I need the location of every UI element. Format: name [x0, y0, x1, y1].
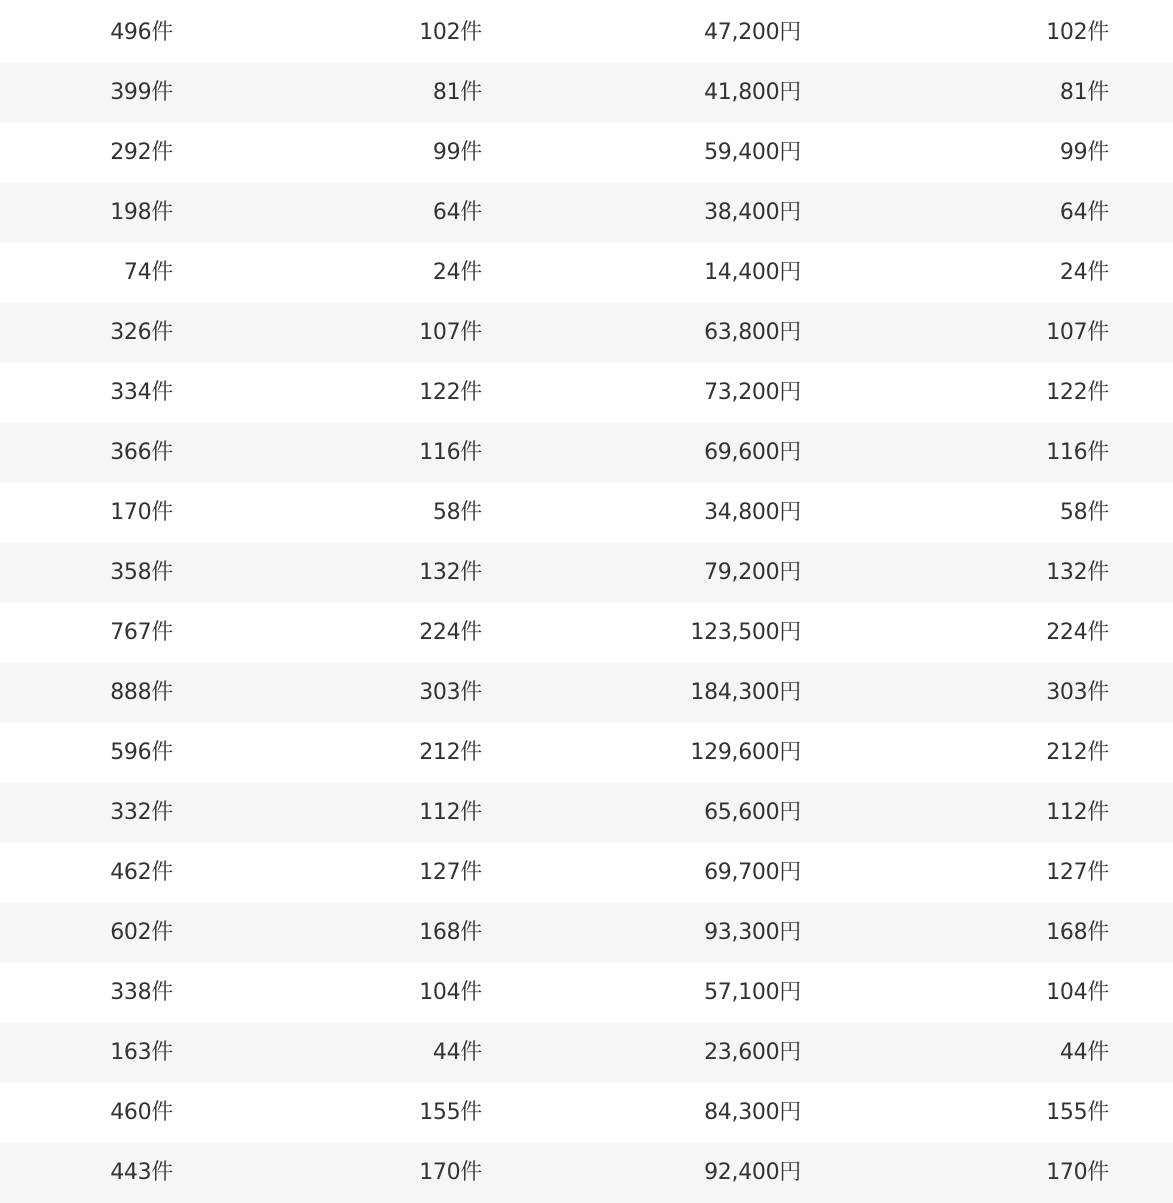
count-cell: 102件: [419, 20, 482, 45]
count-cell: 332件: [110, 800, 173, 825]
table-row: [0, 663, 1173, 723]
table-row: [0, 903, 1173, 963]
table-row: [0, 3, 1173, 63]
count-cell: 443件: [110, 1160, 173, 1185]
table-row: [0, 1143, 1173, 1203]
count-cell: 358件: [110, 560, 173, 585]
table-row: [0, 183, 1173, 243]
table-row: [0, 783, 1173, 843]
count-cell: 64件: [1059, 200, 1109, 225]
count-cell: 602件: [110, 920, 173, 945]
count-cell: 107件: [1046, 320, 1109, 345]
amount-cell: 34,800円: [704, 500, 801, 525]
table-row: [0, 123, 1173, 183]
amount-cell: 14,400円: [704, 260, 801, 285]
count-cell: 24件: [432, 260, 482, 285]
amount-cell: 93,300円: [704, 920, 801, 945]
data-table: [0, 3, 1173, 1203]
count-cell: 132件: [1046, 560, 1109, 585]
count-cell: 168件: [1046, 920, 1109, 945]
count-cell: 334件: [110, 380, 173, 405]
count-cell: 44件: [1059, 1040, 1109, 1065]
count-cell: 170件: [419, 1160, 482, 1185]
count-cell: 888件: [110, 680, 173, 705]
count-cell: 326件: [110, 320, 173, 345]
count-cell: 112件: [1046, 800, 1109, 825]
amount-cell: 84,300円: [704, 1100, 801, 1125]
count-cell: 58件: [432, 500, 482, 525]
table-row: [0, 723, 1173, 783]
table-row: [0, 63, 1173, 123]
count-cell: 462件: [110, 860, 173, 885]
amount-cell: 63,800円: [704, 320, 801, 345]
table-row: [0, 363, 1173, 423]
count-cell: 224件: [1046, 620, 1109, 645]
amount-cell: 23,600円: [704, 1040, 801, 1065]
count-cell: 99件: [432, 140, 482, 165]
amount-cell: 59,400円: [704, 140, 801, 165]
count-cell: 338件: [110, 980, 173, 1005]
count-cell: 81件: [1059, 80, 1109, 105]
count-cell: 127件: [419, 860, 482, 885]
amount-cell: 57,100円: [704, 980, 801, 1005]
count-cell: 303件: [419, 680, 482, 705]
count-cell: 198件: [110, 200, 173, 225]
count-cell: 168件: [419, 920, 482, 945]
count-cell: 366件: [110, 440, 173, 465]
count-cell: 24件: [1059, 260, 1109, 285]
table-row: [0, 543, 1173, 603]
count-cell: 112件: [419, 800, 482, 825]
count-cell: 496件: [110, 20, 173, 45]
count-cell: 107件: [419, 320, 482, 345]
table-row: [0, 1023, 1173, 1083]
count-cell: 170件: [110, 500, 173, 525]
amount-cell: 92,400円: [704, 1160, 801, 1185]
amount-cell: 69,700円: [704, 860, 801, 885]
count-cell: 116件: [1046, 440, 1109, 465]
count-cell: 212件: [1046, 740, 1109, 765]
count-cell: 596件: [110, 740, 173, 765]
table-row: [0, 423, 1173, 483]
table-row: [0, 1083, 1173, 1143]
amount-cell: 184,300円: [690, 680, 801, 705]
table-row: [0, 963, 1173, 1023]
amount-cell: 69,600円: [704, 440, 801, 465]
count-cell: 132件: [419, 560, 482, 585]
count-cell: 155件: [1046, 1100, 1109, 1125]
count-cell: 767件: [110, 620, 173, 645]
count-cell: 127件: [1046, 860, 1109, 885]
count-cell: 163件: [110, 1040, 173, 1065]
amount-cell: 79,200円: [704, 560, 801, 585]
amount-cell: 123,500円: [690, 620, 801, 645]
table-row: [0, 603, 1173, 663]
count-cell: 104件: [419, 980, 482, 1005]
count-cell: 64件: [432, 200, 482, 225]
count-cell: 81件: [432, 80, 482, 105]
count-cell: 460件: [110, 1100, 173, 1125]
count-cell: 122件: [419, 380, 482, 405]
count-cell: 102件: [1046, 20, 1109, 45]
amount-cell: 47,200円: [704, 20, 801, 45]
count-cell: 44件: [432, 1040, 482, 1065]
count-cell: 292件: [110, 140, 173, 165]
amount-cell: 73,200円: [704, 380, 801, 405]
amount-cell: 65,600円: [704, 800, 801, 825]
count-cell: 212件: [419, 740, 482, 765]
count-cell: 74件: [123, 260, 173, 285]
amount-cell: 129,600円: [690, 740, 801, 765]
amount-cell: 38,400円: [704, 200, 801, 225]
count-cell: 58件: [1059, 500, 1109, 525]
count-cell: 122件: [1046, 380, 1109, 405]
count-cell: 224件: [419, 620, 482, 645]
count-cell: 170件: [1046, 1160, 1109, 1185]
table-row: [0, 243, 1173, 303]
count-cell: 99件: [1059, 140, 1109, 165]
count-cell: 399件: [110, 80, 173, 105]
amount-cell: 41,800円: [704, 80, 801, 105]
count-cell: 155件: [419, 1100, 482, 1125]
table-row: [0, 303, 1173, 363]
count-cell: 303件: [1046, 680, 1109, 705]
table-row: [0, 483, 1173, 543]
count-cell: 116件: [419, 440, 482, 465]
count-cell: 104件: [1046, 980, 1109, 1005]
table-row: [0, 843, 1173, 903]
